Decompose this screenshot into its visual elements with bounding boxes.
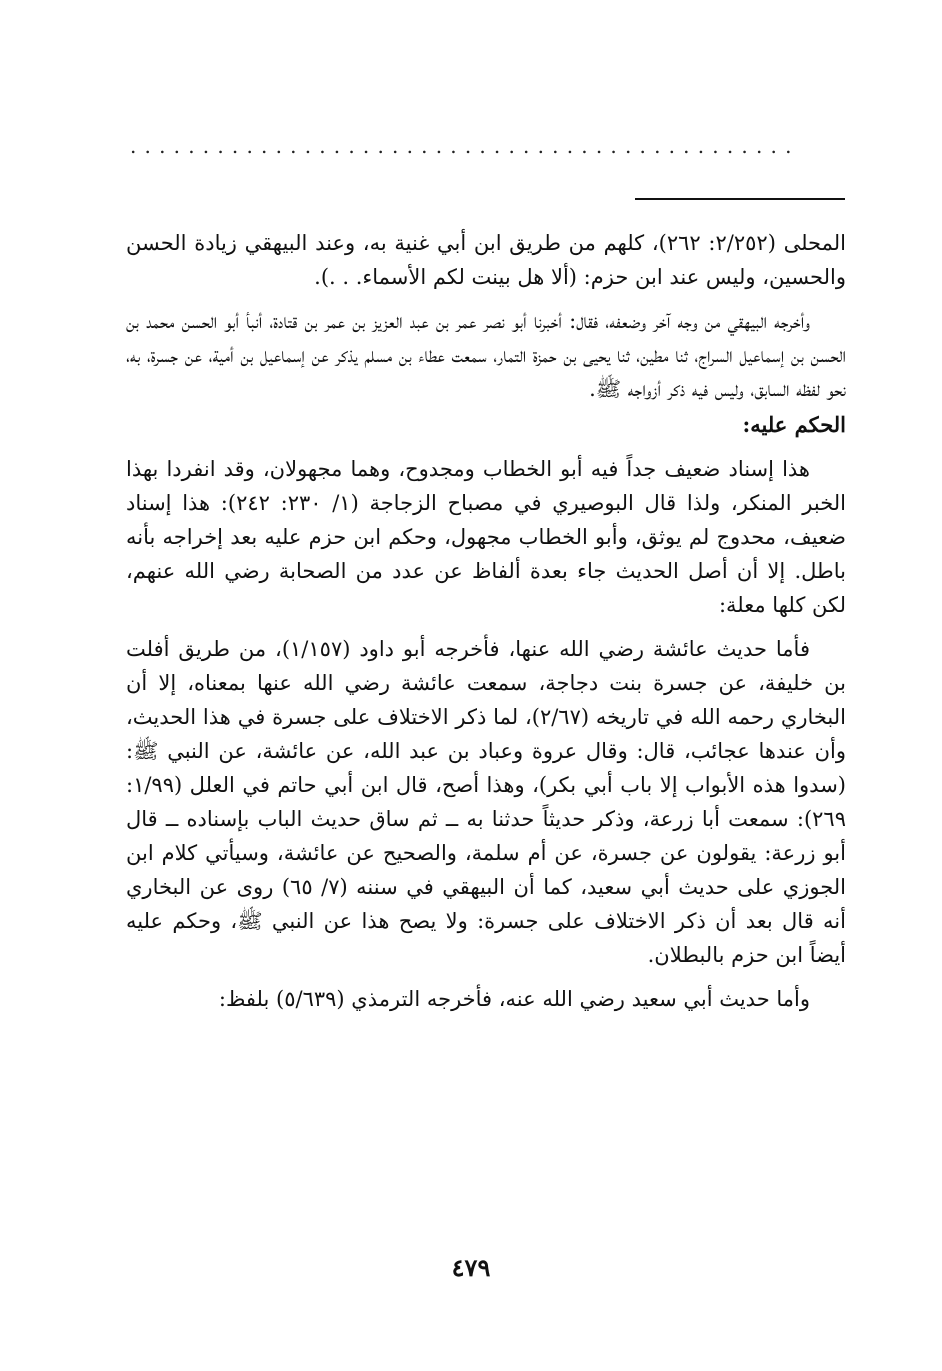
footnote-paragraph-1: المحلى (٢/٢٥٢: ٢٦٢)، كلهم من طريق ابن أبي غنية به، وعند البيهقي زيادة الحسن والحسين، وليس عند ابن حزم: (ألا هل بينت لكم الأسماء. . .). — [126, 231, 846, 289]
page-number: ٤٧٩ — [451, 1253, 491, 1282]
footnote-paragraph-2: وأخرجه البيهقي من وجه آخر وضعفه، فقال: أخبرنا أبو نصر عمر بن عبد العزيز بن عمر بن قتادة، أنبأ أبو الحسن محمد بن الحسن بن إسماعيل السراج، ثنا مطين، ثنا يحيى بن حمزة التمار، سمعت عطاء بن مسلم يذكر عن إسماعيل بن أمية، عن جسرة، به، نحو لفظه السابق، وليس فيه ذكر أزواجه ﷺ. — [126, 309, 846, 401]
page-text — [126, 226, 846, 1016]
footnote-rule — [635, 198, 845, 200]
dotted-separator: .............................................. — [130, 136, 800, 156]
body-paragraph-1: هذا إسناد ضعيف جداً فيه أبو الخطاب ومجدوح، وهما مجهولان، وقد انفردا بهذا الخبر المنكر، ولذا قال البوصيري في مصباح الزجاجة (١/ ٢٣٠: ٢٤٢): هذا إسناد ضعيف، محدوج لم يوثق، وأبو الخطاب مجهول، وحكم ابن حزم عليه بعد إخراجه بأنه باطل. إلا أن أصل الحديث جاء بعدة ألفاظ عن عدد من الصحابة رضي الله عنهم، لكن كلها معلة: — [126, 457, 846, 617]
body-paragraph-3: وأما حديث أبي سعيد رضي الله عنه، فأخرجه الترمذي (٥/٦٣٩) بلفظ: — [218, 987, 810, 1011]
section-heading: الحكم عليه: — [742, 412, 846, 437]
body-paragraph-2: فأما حديث عائشة رضي الله عنها، فأخرجه أبو داود (١/١٥٧)، من طريق أفلت بن خليفة، عن جسرة بنت دجاجة، سمعت عائشة رضي الله عنها بمعناه، إلا أن البخاري رحمه الله في تاريخه (٢/٦٧)، لما ذكر الاختلاف على جسرة في هذا الحديث، وأن عندها عجائب، قال: وقال عروة وعباد بن عبد الله، عن عائشة، عن النبي ﷺ: (سدوا هذه الأبواب إلا باب أبي بكر)، وهذا أصح، قال ابن أبي حاتم في العلل (١/٩٩: ٢٦٩): سمعت أبا زرعة، وذكر حديثاً حدثنا به ــ ثم ساق حديث الباب بإسناده ــ قال أبو زرعة: يقولون عن جسرة، عن أم سلمة، والصحيح عن عائشة، وسيأتي كلام ابن الجوزي على حديث أبي سعيد، كما أن البيهقي في سننه (٧/ ٦٥) روى عن البخاري أنه قال بعد أن ذكر الاختلاف على جسرة: ولا يصح هذا عن النبي ﷺ، وحكم عليه أيضاً ابن حزم بالبطلان. — [126, 637, 846, 967]
